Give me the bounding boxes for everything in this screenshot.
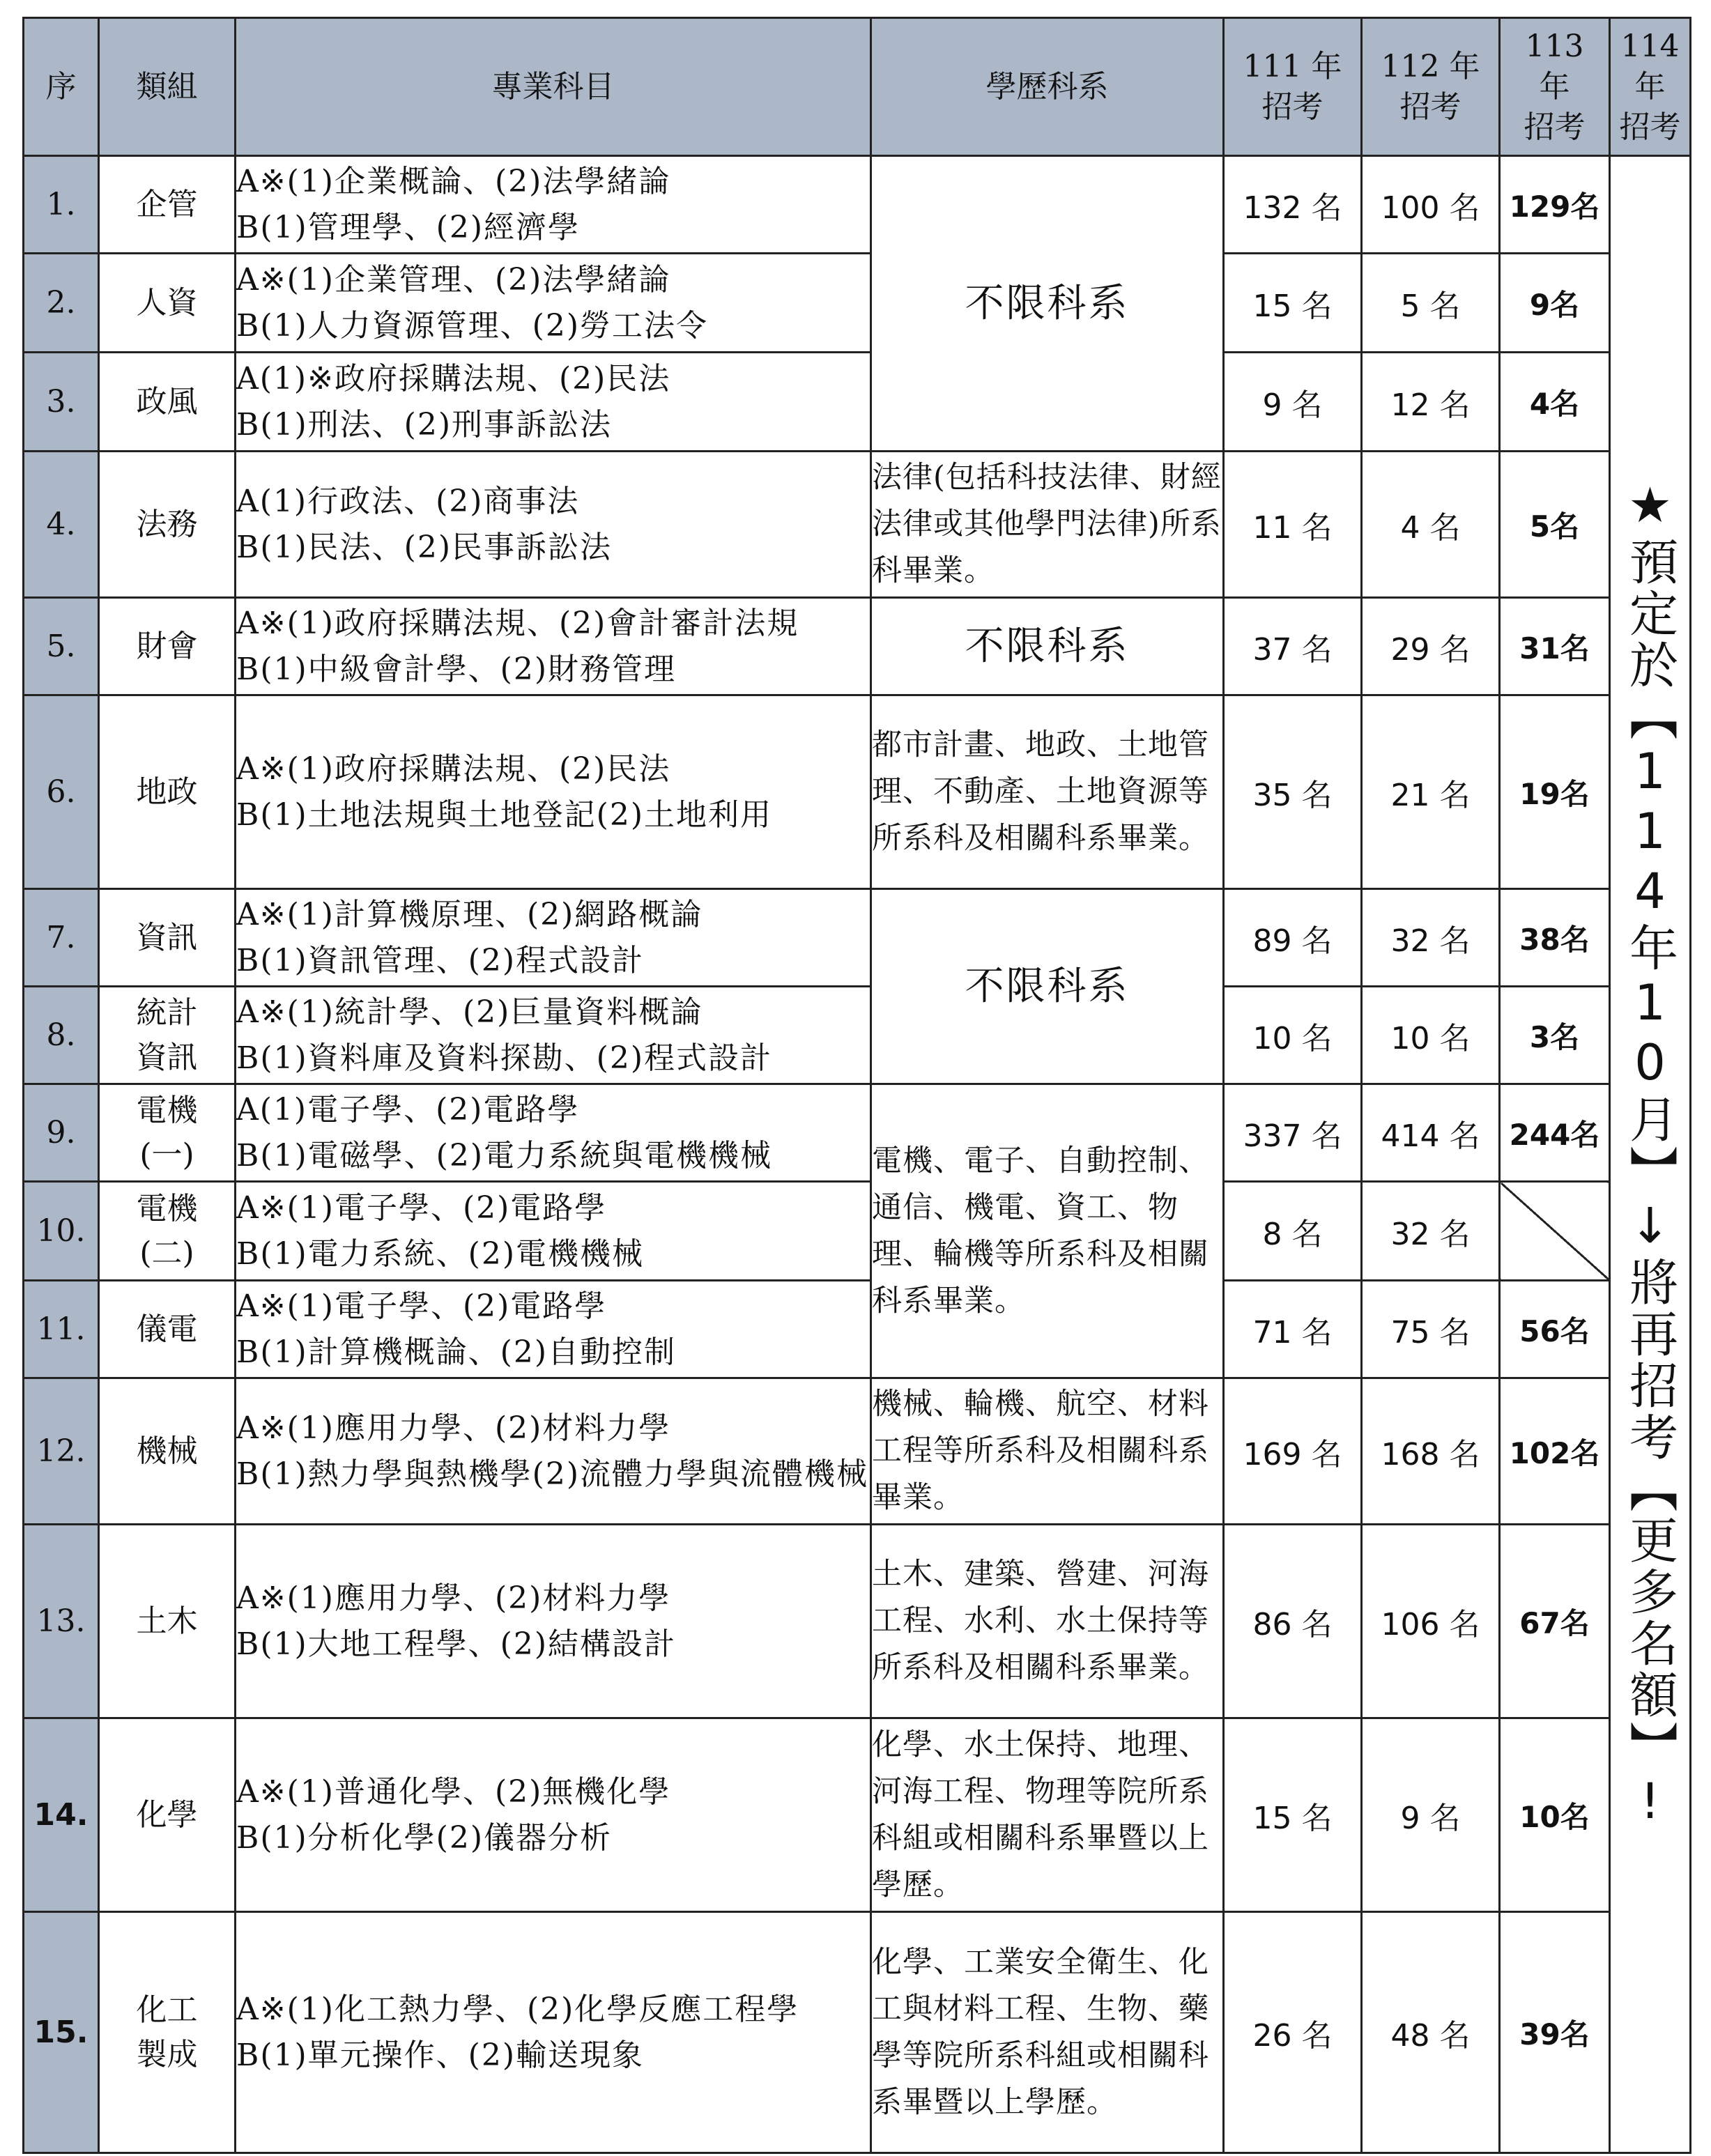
subject-line-b: B(1)中級會計學、(2)財務管理 <box>236 651 676 687</box>
announcement-note <box>1610 156 1691 2153</box>
row-subjects <box>236 1525 871 1718</box>
subject-line-a: A※(1)企業管理、(2)法學緒論 <box>236 261 671 298</box>
row-group: 機械 <box>99 1378 236 1525</box>
row-group: 人資 <box>99 254 236 353</box>
row-subjects <box>236 254 871 353</box>
row-111: 169 名 <box>1224 1378 1362 1525</box>
subject-line-b: B(1)人力資源管理、(2)勞工法令 <box>236 307 708 344</box>
row-111: 8 名 <box>1224 1182 1362 1281</box>
row-113: 19名 <box>1500 695 1610 889</box>
row-seq: 11. <box>24 1281 99 1378</box>
row-111: 337 名 <box>1224 1084 1362 1182</box>
table-row <box>24 1182 1691 1281</box>
table-row <box>24 1525 1691 1718</box>
row-seq: 9. <box>24 1084 99 1182</box>
row-dept: 都市計畫、地政、土地管理、不動產、土地資源等所系科及相關科系畢業。 <box>871 695 1224 889</box>
subject-line-b: B(1)大地工程學、(2)結構設計 <box>236 1626 676 1662</box>
table-row <box>24 1281 1691 1378</box>
note-text: ★預定於【114年10月】↓將再招考【更多名額】! <box>1621 476 1679 1833</box>
row-dept: 不限科系 <box>871 598 1224 695</box>
row-112: 414 名 <box>1362 1084 1500 1182</box>
table-row <box>24 598 1691 695</box>
table-row <box>24 452 1691 598</box>
row-111: 71 名 <box>1224 1281 1362 1378</box>
header-113: 113 年 招考 <box>1500 18 1610 156</box>
header-seq: 序 <box>24 18 99 156</box>
subject-line-b: B(1)民法、(2)民事訴訟法 <box>236 529 612 565</box>
row-group: 法務 <box>99 452 236 598</box>
table-row <box>24 889 1691 987</box>
row-113: 67名 <box>1500 1525 1610 1718</box>
row-dept: 化學、水土保持、地理、河海工程、物理等院所系科組或相關科系畢暨以上學歷。 <box>871 1718 1224 1912</box>
row-112: 106 名 <box>1362 1525 1500 1718</box>
row-group: 企管 <box>99 156 236 254</box>
row-seq: 14. <box>24 1718 99 1912</box>
row-113-empty <box>1500 1182 1610 1281</box>
row-group: 電機 (一) <box>99 1084 236 1182</box>
row-112: 48 名 <box>1362 1912 1500 2153</box>
row-113: 244名 <box>1500 1084 1610 1182</box>
row-group: 地政 <box>99 695 236 889</box>
subject-line-b: B(1)刑法、(2)刑事訴訟法 <box>236 406 612 442</box>
row-subjects <box>236 1182 871 1281</box>
subject-line-a: A※(1)計算機原理、(2)網路概論 <box>236 896 703 932</box>
row-subjects <box>236 987 871 1084</box>
subject-line-b: B(1)熱力學與熱機學(2)流體力學與流體機械 <box>236 1456 868 1492</box>
row-dept: 法律(包括科技法律、財經法律或其他學門法律)所系科畢業。 <box>871 452 1224 598</box>
subject-line-b: B(1)電磁學、(2)電力系統與電機機械 <box>236 1137 772 1173</box>
row-111: 86 名 <box>1224 1525 1362 1718</box>
header-112: 112 年 招考 <box>1362 18 1500 156</box>
row-dept: 不限科系 <box>871 889 1224 1084</box>
row-113: 102名 <box>1500 1378 1610 1525</box>
row-seq: 4. <box>24 452 99 598</box>
subject-line-a: A※(1)化工熱力學、(2)化學反應工程學 <box>236 1991 799 2027</box>
row-113: 38名 <box>1500 889 1610 987</box>
row-113: 10名 <box>1500 1718 1610 1912</box>
recruitment-table <box>22 17 1691 2154</box>
table-row <box>24 1718 1691 1912</box>
row-111: 9 名 <box>1224 353 1362 452</box>
header-group: 類組 <box>99 18 236 156</box>
subject-line-b: B(1)資訊管理、(2)程式設計 <box>236 942 644 978</box>
header-114: 114 年 招考 <box>1610 18 1691 156</box>
row-112: 21 名 <box>1362 695 1500 889</box>
row-113: 4名 <box>1500 353 1610 452</box>
subject-line-b: B(1)電力系統、(2)電機機械 <box>236 1235 644 1272</box>
row-dept: 機械、輪機、航空、材料工程等所系科及相關科系畢業。 <box>871 1378 1224 1525</box>
row-112: 32 名 <box>1362 889 1500 987</box>
row-seq: 7. <box>24 889 99 987</box>
table-row <box>24 695 1691 889</box>
row-seq: 15. <box>24 1912 99 2153</box>
row-subjects <box>236 353 871 452</box>
subject-line-a: A(1)※政府採購法規、(2)民法 <box>236 360 671 396</box>
row-111: 37 名 <box>1224 598 1362 695</box>
header-subjects: 專業科目 <box>236 18 871 156</box>
row-seq: 12. <box>24 1378 99 1525</box>
row-112: 75 名 <box>1362 1281 1500 1378</box>
table-row <box>24 156 1691 254</box>
row-112: 32 名 <box>1362 1182 1500 1281</box>
subject-line-a: A※(1)應用力學、(2)材料力學 <box>236 1580 671 1616</box>
row-dept: 土木、建築、營建、河海工程、水利、水土保持等所系科及相關科系畢業。 <box>871 1525 1224 1718</box>
header-row <box>24 18 1691 156</box>
table-row <box>24 254 1691 353</box>
subject-line-a: A※(1)普通化學、(2)無機化學 <box>236 1773 671 1810</box>
row-113: 39名 <box>1500 1912 1610 2153</box>
row-111: 132 名 <box>1224 156 1362 254</box>
row-group: 電機 (二) <box>99 1182 236 1281</box>
row-112: 9 名 <box>1362 1718 1500 1912</box>
table-row <box>24 1378 1691 1525</box>
subject-line-a: A(1)行政法、(2)商事法 <box>236 483 580 519</box>
row-seq: 6. <box>24 695 99 889</box>
row-113: 3名 <box>1500 987 1610 1084</box>
subject-line-a: A※(1)電子學、(2)電路學 <box>236 1189 607 1226</box>
row-seq: 3. <box>24 353 99 452</box>
row-dept: 電機、電子、自動控制、通信、機電、資工、物理、輪機等所系科及相關科系畢業。 <box>871 1084 1224 1378</box>
row-seq: 5. <box>24 598 99 695</box>
subject-line-a: A※(1)統計學、(2)巨量資料概論 <box>236 994 703 1030</box>
row-112: 100 名 <box>1362 156 1500 254</box>
row-subjects <box>236 598 871 695</box>
row-subjects <box>236 1912 871 2153</box>
table-row <box>24 1084 1691 1182</box>
subject-line-b: B(1)計算機概論、(2)自動控制 <box>236 1334 676 1370</box>
row-group: 政風 <box>99 353 236 452</box>
subject-line-a: A※(1)政府採購法規、(2)民法 <box>236 750 671 787</box>
row-111: 11 名 <box>1224 452 1362 598</box>
row-group: 儀電 <box>99 1281 236 1378</box>
row-subjects <box>236 1281 871 1378</box>
row-subjects <box>236 1378 871 1525</box>
row-subjects <box>236 452 871 598</box>
row-group: 土木 <box>99 1525 236 1718</box>
row-111: 26 名 <box>1224 1912 1362 2153</box>
row-113: 129名 <box>1500 156 1610 254</box>
subject-line-b: B(1)土地法規與土地登記(2)土地利用 <box>236 796 772 833</box>
header-111: 111 年 招考 <box>1224 18 1362 156</box>
row-112: 4 名 <box>1362 452 1500 598</box>
row-group: 資訊 <box>99 889 236 987</box>
row-subjects <box>236 156 871 254</box>
row-seq: 2. <box>24 254 99 353</box>
row-dept: 不限科系 <box>871 156 1224 452</box>
row-subjects <box>236 1718 871 1912</box>
row-112: 29 名 <box>1362 598 1500 695</box>
row-group: 化工 製成 <box>99 1912 236 2153</box>
row-group: 統計 資訊 <box>99 987 236 1084</box>
subject-line-b: B(1)管理學、(2)經濟學 <box>236 209 580 245</box>
row-112: 5 名 <box>1362 254 1500 353</box>
row-seq: 10. <box>24 1182 99 1281</box>
table-row <box>24 1912 1691 2153</box>
subject-line-a: A※(1)政府採購法規、(2)會計審計法規 <box>236 605 799 641</box>
header-dept: 學歷科系 <box>871 18 1224 156</box>
row-111: 89 名 <box>1224 889 1362 987</box>
row-111: 15 名 <box>1224 254 1362 353</box>
row-112: 12 名 <box>1362 353 1500 452</box>
subject-line-b: B(1)資料庫及資料探勘、(2)程式設計 <box>236 1040 772 1076</box>
row-113: 56名 <box>1500 1281 1610 1378</box>
row-group: 化學 <box>99 1718 236 1912</box>
subject-line-a: A(1)電子學、(2)電路學 <box>236 1091 580 1127</box>
row-group: 財會 <box>99 598 236 695</box>
row-113: 5名 <box>1500 452 1610 598</box>
row-113: 9名 <box>1500 254 1610 353</box>
row-111: 35 名 <box>1224 695 1362 889</box>
subject-line-b: B(1)分析化學(2)儀器分析 <box>236 1819 612 1856</box>
table-row <box>24 987 1691 1084</box>
row-dept: 化學、工業安全衛生、化工與材料工程、生物、藥學等院所系科組或相關科系畢暨以上學歷。 <box>871 1912 1224 2153</box>
subject-line-b: B(1)單元操作、(2)輸送現象 <box>236 2037 644 2073</box>
table-row <box>24 353 1691 452</box>
row-113: 31名 <box>1500 598 1610 695</box>
subject-line-a: A※(1)電子學、(2)電路學 <box>236 1288 607 1324</box>
subject-line-a: A※(1)企業概論、(2)法學緒論 <box>236 163 671 199</box>
row-subjects <box>236 695 871 889</box>
row-112: 10 名 <box>1362 987 1500 1084</box>
row-seq: 13. <box>24 1525 99 1718</box>
row-111: 10 名 <box>1224 987 1362 1084</box>
row-subjects <box>236 1084 871 1182</box>
row-subjects <box>236 889 871 987</box>
row-112: 168 名 <box>1362 1378 1500 1525</box>
subject-line-a: A※(1)應用力學、(2)材料力學 <box>236 1410 671 1446</box>
row-seq: 1. <box>24 156 99 254</box>
row-seq: 8. <box>24 987 99 1084</box>
row-111: 15 名 <box>1224 1718 1362 1912</box>
